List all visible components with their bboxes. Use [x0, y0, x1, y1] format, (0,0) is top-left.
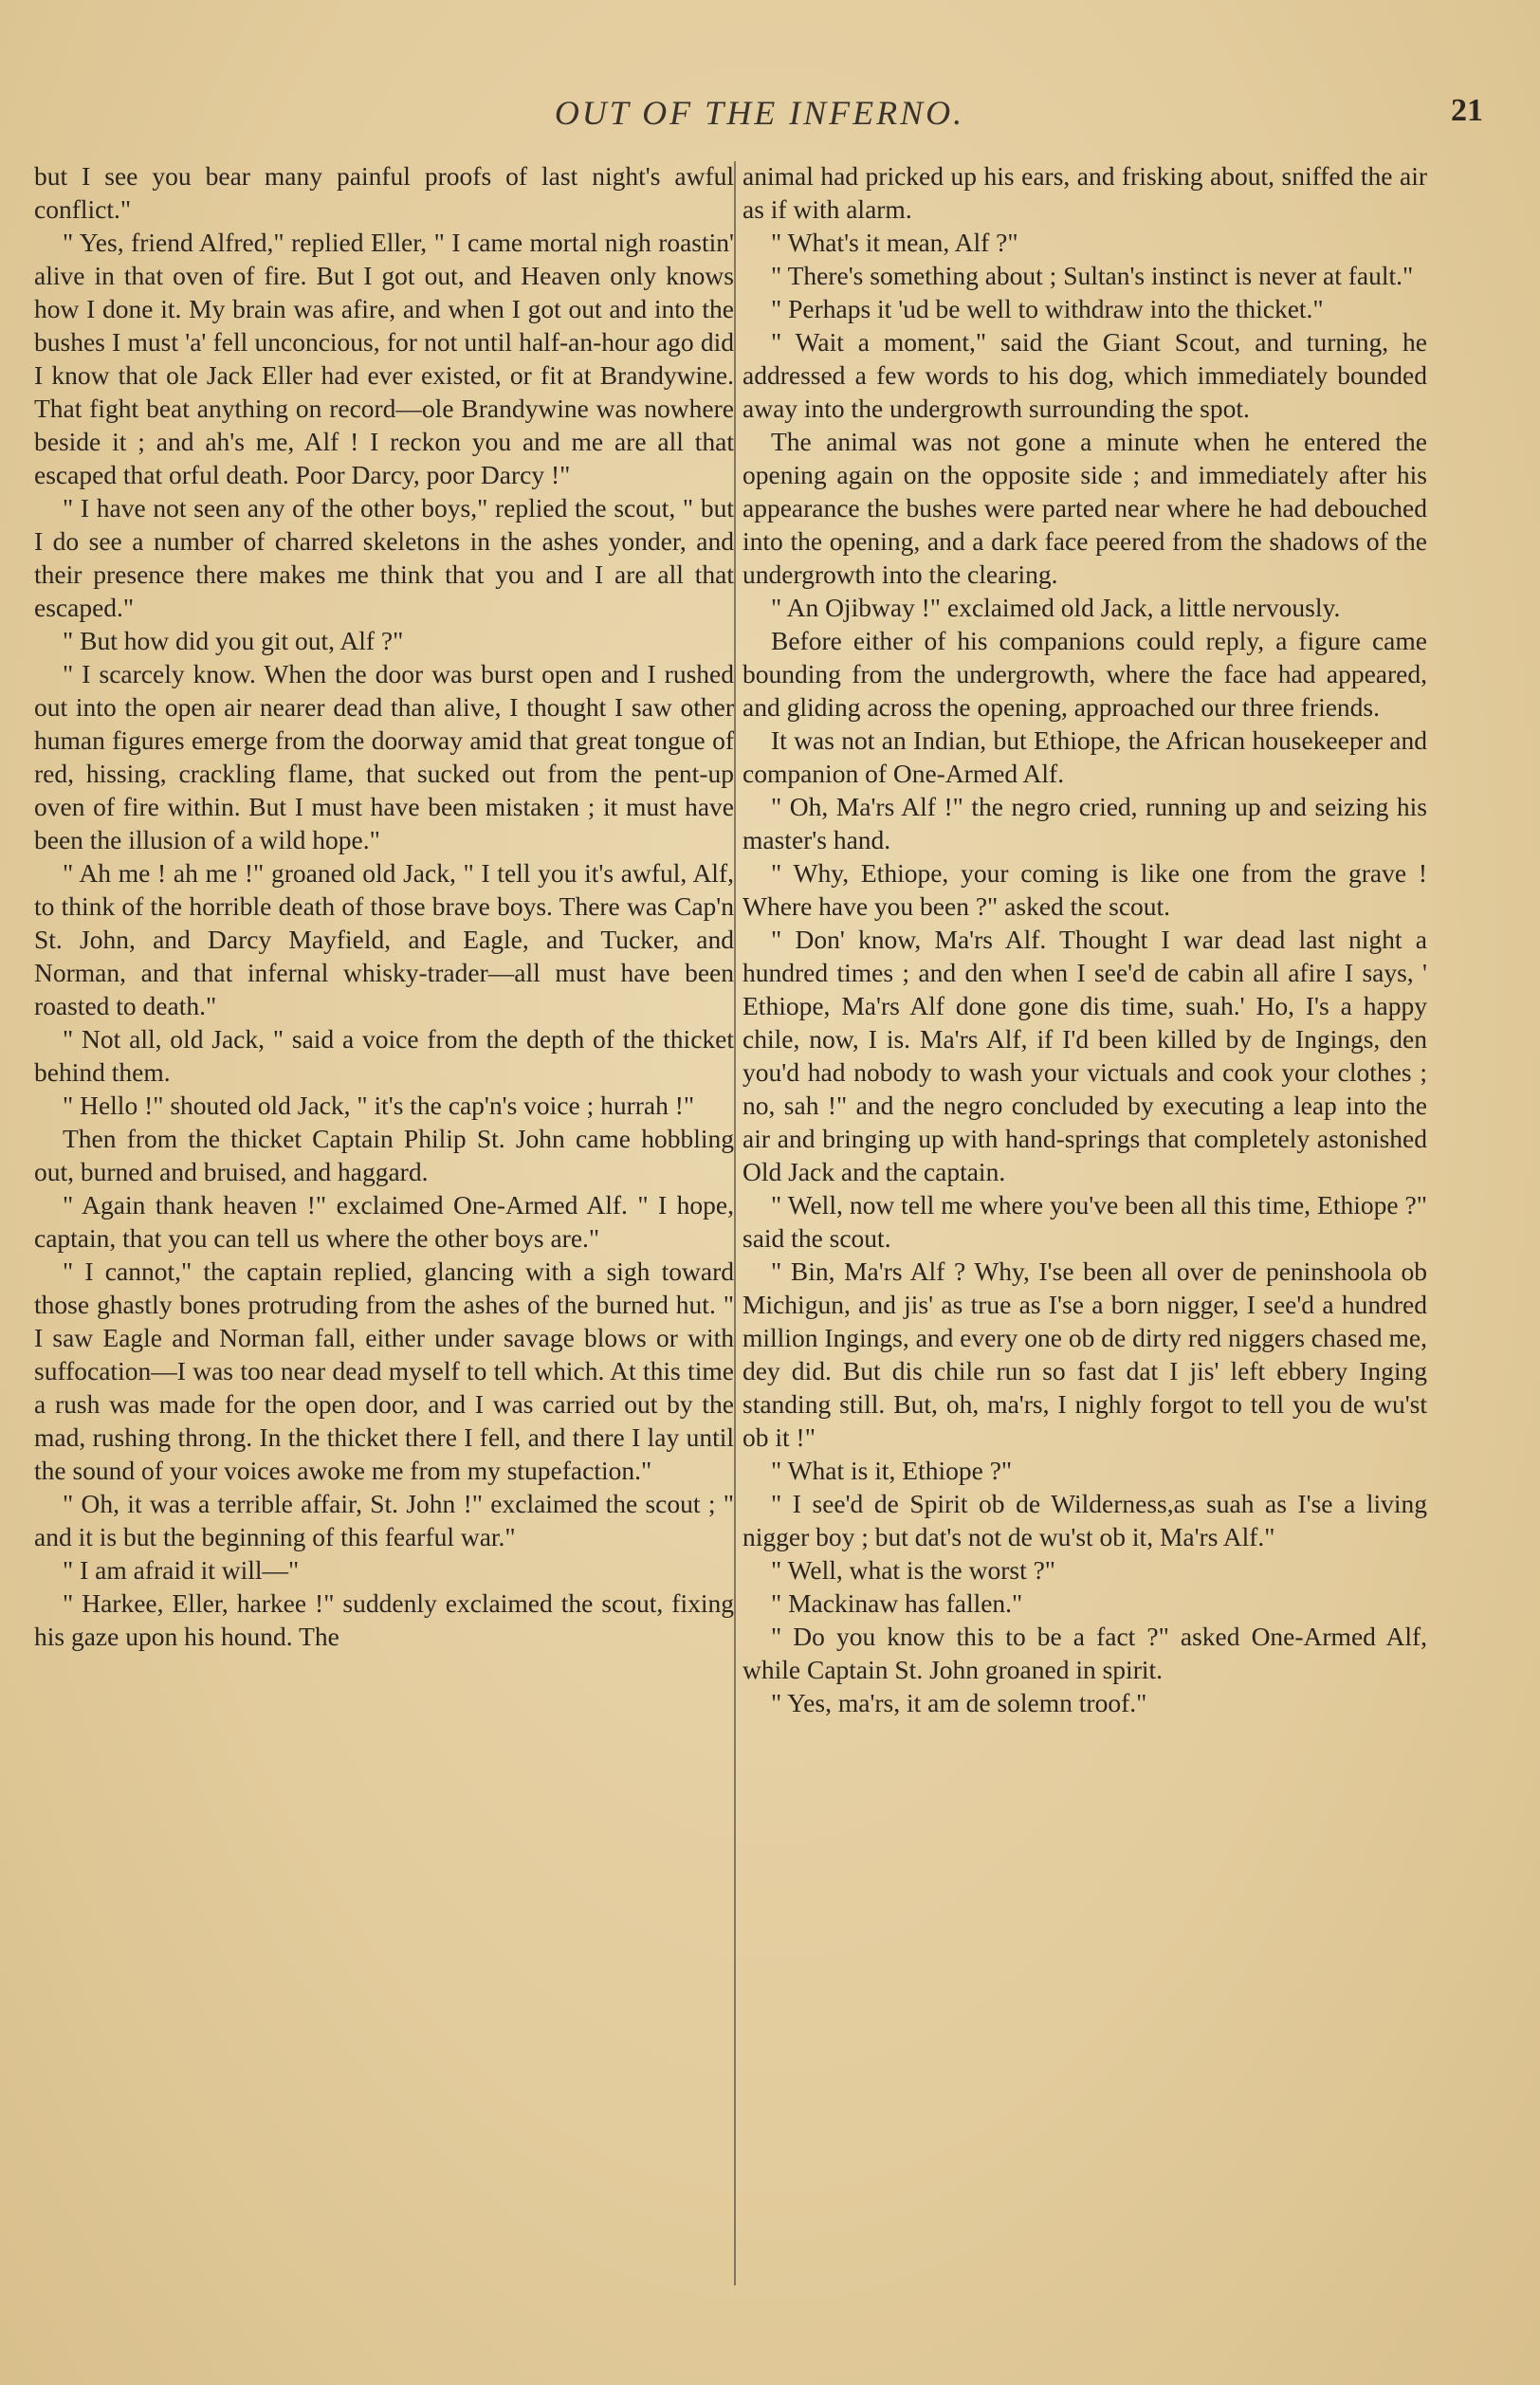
paragraph: The animal was not gone a minute when he entered the opening again on the opposite side ; and immediately after his appearance the bushes were parted near where he had debouched into the opening, and a dark face peered from the shadows of the undergrowth into the clearing. — [742, 427, 1427, 589]
paragraph: " Harkee, Eller, harkee !" suddenly exclaimed the scout, fixing his gaze upon his hound. The — [34, 1588, 734, 1651]
paragraph: " Bin, Ma'rs Alf ? Why, I'se been all over de peninshoola ob Michigun, and jis' as true as I'se a born nigger, I see'd a hundred million Ingings, and every one ob de dirty red niggers chased me, dey did. But dis chile run so fast dat I jis' left ebbery Inging standing still. But, oh, ma'rs, I nighly forgot to tell you de wu'st ob it !" — [742, 1257, 1427, 1452]
paragraph: " Yes, ma'rs, it am de solemn troof." — [771, 1688, 1147, 1717]
paragraph: " What is it, Ethiope ?" — [771, 1456, 1013, 1485]
paragraph: " Ah me ! ah me !" groaned old Jack, " I tell you it's awful, Alf, to think of the horrible death of those brave boys. There was Cap'n St. John, and Darcy Mayfield, and Eagle, and Tucker, and Norman, and that infernal whisky-trader—all must have been roasted to death." — [34, 858, 734, 1020]
paragraph: " Mackinaw has fallen." — [771, 1588, 1023, 1618]
running-head — [36, 93, 1483, 140]
paragraph: " Yes, friend Alfred," replied Eller, " I came mortal nigh roastin' alive in that oven of fire. But I got out, and Heaven only knows how I done it. My brain was afire, and when I got out and into the bushes I must 'a' fell unconcious, for not until half-an-hour ago did I know that ole Jack Eller had ever existed, or fit at Brandywine. That fight beat anything on record—ole Brandywine was nowhere beside it ; and ah's me, Alf ! I reckon you and me are all that escaped that orful death. Poor Darcy, poor Darcy !" — [34, 228, 734, 489]
right-column — [742, 159, 1427, 2312]
paragraph: " Oh, it was a terrible affair, St. John !" exclaimed the scout ; " and it is but the beginning of this fearful war." — [34, 1489, 734, 1551]
paragraph: but I see you bear many painful proofs of last night's awful conflict." — [34, 161, 734, 224]
paragraph: " Do you know this to be a fact ?" asked One-Armed Alf, while Captain St. John groaned in spirit. — [742, 1622, 1427, 1684]
paragraph: " Well, now tell me where you've been all this time, Ethiope ?" said the scout. — [742, 1190, 1427, 1253]
paragraph: " Hello !" shouted old Jack, " it's the cap'n's voice ; hurrah !" — [63, 1091, 695, 1120]
paragraph: " An Ojibway !" exclaimed old Jack, a little nervously. — [771, 593, 1341, 622]
paragraph: " Well, what is the worst ?" — [771, 1555, 1056, 1585]
paragraph: " I scarcely know. When the door was burst open and I rushed out into the open air nearer dead than alive, I thought I saw other human figures emerge from the doorway amid that great tongue of red, hissing, crackling flame, that sucked out from the pent-up oven of fire within. But I must have been mistaken ; it must have been the illusion of a wild hope." — [34, 659, 734, 854]
paragraph: " What's it mean, Alf ?" — [771, 228, 1018, 257]
paragraph: " Don' know, Ma'rs Alf. Thought I war dead last night a hundred times ; and den when I see'd de cabin all afire I says, ' Ethiope, Ma'rs Alf done gone dis time, suah.' Ho, I's a happy chile, now, I is. Ma'rs Alf, if I'd been killed by de Ingings, den you'd had nobody to wash your victuals and cook your clothes ; no, sah !" and the negro concluded by executing a leap into the air and bringing up with hand-springs that completely astonished Old Jack and the captain. — [742, 925, 1427, 1186]
paragraph: " Why, Ethiope, your coming is like one from the grave ! Where have you been ?" asked the scout. — [742, 858, 1427, 921]
paragraph: " Wait a moment," said the Giant Scout, and turning, he addressed a few words to his dog, which immediately bounded away into the undergrowth surrounding the spot. — [742, 327, 1427, 423]
paragraph: " There's something about ; Sultan's instinct is never at fault." — [771, 261, 1414, 290]
paragraph: " Perhaps it 'ud be well to withdraw into the thicket." — [771, 294, 1324, 323]
paragraph: " I cannot," the captain replied, glancing with a sigh toward those ghastly bones protruding from the ashes of the burned hut. " I saw Eagle and Norman fall, either under savage blows or with suffocation—I was too near dead myself to tell which. At this time a rush was made for the open door, and I was carried out by the mad, rushing throng. In the thicket there I fell, and there I lay until the sound of your voices awoke me from my stupefaction." — [34, 1257, 734, 1485]
page-number: 21 — [1451, 93, 1483, 128]
paragraph: " I have not seen any of the other boys," replied the scout, " but I do see a number of charred skeletons in the ashes yonder, and their presence there makes me think that you and I are all that escaped." — [34, 493, 734, 622]
paragraph: " I am afraid it will—" — [63, 1555, 300, 1585]
left-column — [34, 159, 734, 2312]
paragraph: " Not all, old Jack, " said a voice from the depth of the thicket behind them. — [34, 1024, 734, 1087]
paragraph: Then from the thicket Captain Philip St. John came hobbling out, burned and bruised, and haggard. — [34, 1124, 734, 1186]
paragraph: " But how did you git out, Alf ?" — [63, 626, 404, 655]
paragraph: animal had pricked up his ears, and frisking about, sniffed the air as if with alarm. — [742, 161, 1427, 224]
paragraph: " I see'd de Spirit ob de Wilderness,as suah as I'se a living nigger boy ; but dat's not de wu'st ob it, Ma'rs Alf." — [742, 1489, 1427, 1551]
paragraph: Before either of his companions could reply, a figure came bounding from the undergrowth, where the face had appeared, and gliding across the opening, approached our three friends. — [742, 626, 1427, 722]
paragraph: It was not an Indian, but Ethiope, the African housekeeper and companion of One-Armed Alf. — [742, 725, 1427, 788]
paragraph: " Oh, Ma'rs Alf !" the negro cried, running up and seizing his master's hand. — [742, 792, 1427, 854]
running-title: OUT OF THE INFERNO. — [554, 94, 965, 132]
paragraph: " Again thank heaven !" exclaimed One-Armed Alf. " I hope, captain, that you can tell us where the other boys are." — [34, 1190, 734, 1253]
column-divider — [734, 161, 736, 2285]
